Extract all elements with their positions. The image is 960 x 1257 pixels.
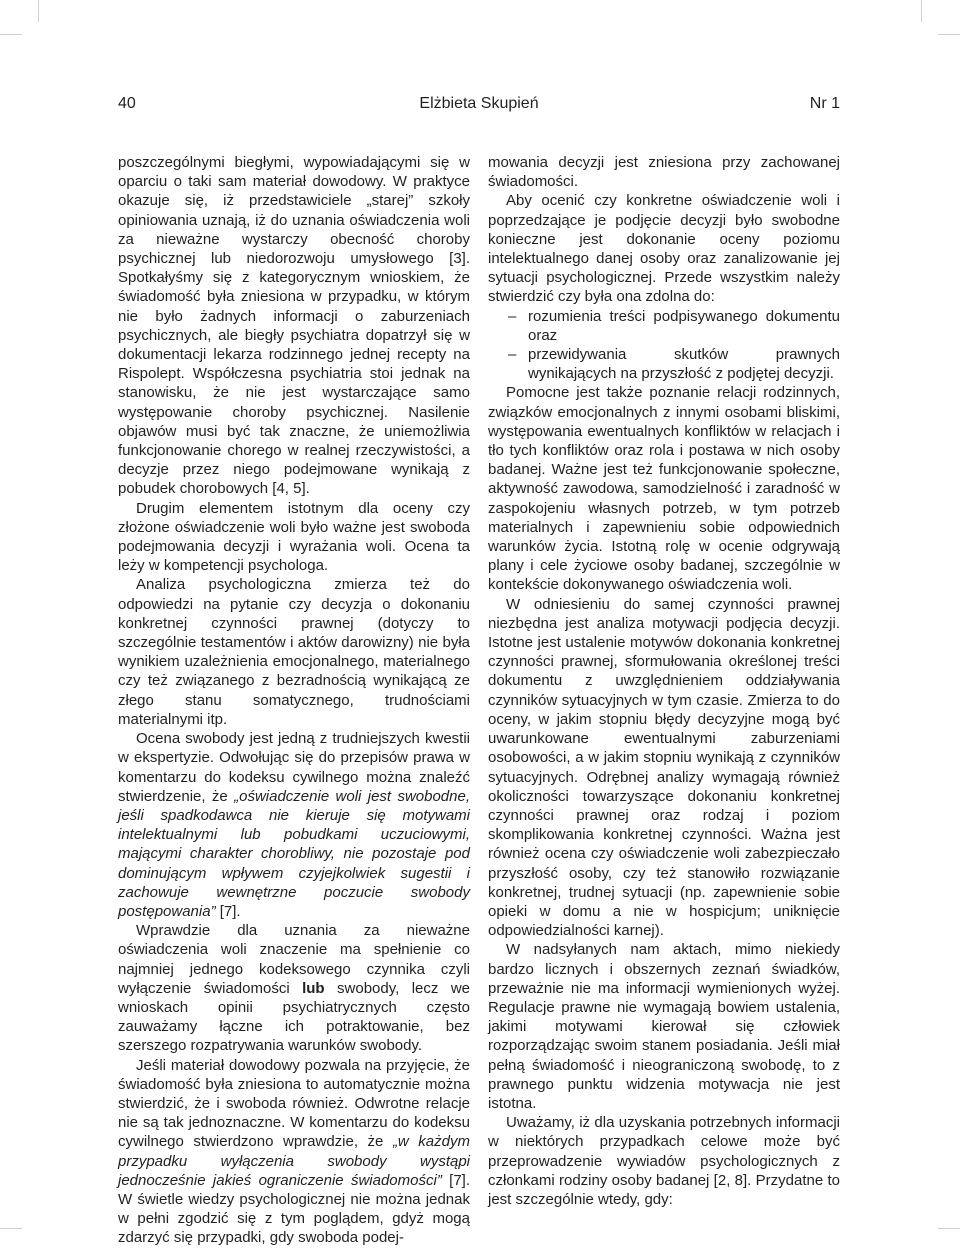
left-column — [118, 153, 470, 1248]
paragraph — [118, 921, 470, 1055]
crop-mark — [921, 0, 922, 22]
crop-mark — [0, 34, 22, 35]
running-head-author: Elżbieta Skupień — [419, 95, 539, 112]
page-header — [118, 92, 840, 116]
list-item: – przewidywania skutków prawnych wynikających na przyszłość z podjętej decyzji. — [488, 345, 840, 383]
crop-mark — [38, 0, 39, 22]
crop-mark — [938, 1228, 960, 1229]
text-run: swobody, lecz we wnioskach opinii psychiatrycznych często zauważamy łączne ich potraktowanie, bez szerszego rozpatrywania warunków swobody. — [118, 979, 470, 1055]
text-run: [7]. W świetle wiedzy psychologicznej nie można jednak w pełni zgodzić się z tym poglądem, gdyż mogą zdarzyć się przypadki, gdy swoboda podej- — [118, 1171, 471, 1247]
paragraph: Uważamy, iż dla uzyskania potrzebnych informacji w niektórych przypadkach celowe może być przeprowadzenie wywiadów psychologicznych z członkami rodziny osoby badanej [2, 8]. Przydatne to jest szczególnie wtedy, gdy: — [488, 1114, 840, 1208]
citation-quote: „w każdym przypadku wyłączenia swobody wystąpi jednocześnie jakieś ograniczenie świadomości” — [118, 1133, 470, 1189]
bullet-list — [488, 307, 840, 384]
text-run: [7]. — [215, 902, 241, 920]
citation-quote: „oświadczenie woli jest swobodne, jeśli spadkodawca nie kieruje się motywami intelektualnymi lub pobudkami uczuciowymi, mającymi charakter chorobliwy, nie pozostaje pod dominującym wpływem czyjejkolwiek sugestii i zachowuje wewnętrzne poczucie swobody postępowania” — [118, 787, 471, 920]
page-number: 40 — [118, 95, 136, 112]
emphasis-bold: lub — [302, 979, 325, 997]
text-run: Wprawdzie dla uznania za nieważne oświadczenia woli znaczenie ma spełnienie co najmniej jednego kodeksowego czynnika czyli wyłączenie świadomości — [118, 922, 470, 997]
text-run: Jeśli materiał dowodowy pozwala na przyjęcie, że świadomość była zniesiona to automatycznie można stwierdzić, że i swoboda również. Odwrotne relacje nie są tak jednoznaczne. W komentarzu do kodeksu cywilnego stwierdzono wprawdzie, że — [118, 1056, 470, 1151]
paragraph: Analiza psychologiczna zmierza też do odpowiedzi na pytanie czy decyzja o dokonaniu konkretnej czynności prawnej (dotyczy to szczególnie testamentów i aktów darowizny) nie była wynikiem uzależnienia emocjonalnego, materialnego czy też związanego z bezradnością wynikającą ze złego stanu somatycznego, trudnościami materialnymi itp. — [118, 576, 470, 728]
paragraph: poszczególnymi biegłymi, wypowiadającymi się w oparciu o taki sam materiał dowodowy. W praktyce okazuje się, iż przedstawiciele „starej” szkoły opiniowania uznają, iż do uznania oświadczenia woli za nieważne wystarczy obecność choroby psychicznej lub niedorozwoju umysłowego [3]. Spotkałyśmy się z kategorycznym wnioskiem, że świadomość była zniesiona w przypadku, w którym nie było żadnych informacji o zaburzeniach psychicznych, ale biegły psychiatra dopatrzył się w dokumentacji lekarza rodzinnego jednej recepty na Rispolept. Współczesna psychiatria stoi jednak na stanowisku, że nie jest wystarczające samo występowanie choroby psychicznej. Nasilenie objawów musi być tak znaczne, że uniemożliwia funkcjonowanie chorego w realnej rzeczywistości, a decyzje przez niego podejmowane wynikają z pobudek chorobowych [4, 5]. — [118, 154, 470, 498]
crop-mark — [938, 34, 960, 35]
list-item: – rozumienia treści podpisywanego dokumentu oraz — [488, 307, 840, 345]
issue-number: Nr 1 — [809, 95, 840, 112]
paragraph: W nadsyłanych nam aktach, mimo niekiedy bardzo licznych i obszernych zeznań świadków, przeważnie nie ma informacji wymienionych wyżej. Regulacje prawne nie wymagają bowiem ustalenia, jakimi motywami kierował się człowiek rozporządzając swoim stanem posiadania. Jeśli miał pełną świadomość i nieograniczoną swobodę, to z prawnego punktu widzenia motywacja nie jest istotna. — [488, 941, 840, 1112]
text-run: Ocena swobody jest jedną z trudniejszych kwestii w ekspertyzie. Odwołując się do przepisów prawa w komentarzu do kodeksu cywilnego można znaleźć stwierdzenie, że — [118, 730, 470, 805]
paragraph: Aby ocenić czy konkretne oświadczenie woli i poprzedzające je podjęcie decyzji było swobodne konieczne jest dokonanie oceny poziomu intelektualnego danej osoby oraz zanalizowanie jej sytuacji psychologicznej. Przede wszystkim należy stwierdzić czy była ona zdolna do: — [488, 192, 840, 306]
paragraph — [118, 1056, 470, 1248]
right-column — [488, 153, 840, 1209]
paragraph: Pomocne jest także poznanie relacji rodzinnych, związków emocjonalnych z innymi osobami bliskimi, występowania ewentualnych konfliktów w relacjach i tło tych konfliktów oraz rola i postawa w nich osoby badanej. Ważne jest też funkcjonowanie społeczne, aktywność zawodowa, samodzielność i zaradność w zaspokojeniu własnych potrzeb, w tym potrzeb materialnych i zapewnieniu sobie odpowiednich warunków życia. Istotną rolę w ocenie odgrywają plany i cele życiowe osoby badanej, szczególnie w kontekście dokonywanego oświadczenia woli. — [488, 384, 840, 594]
crop-mark — [0, 1228, 22, 1229]
paragraph: mowania decyzji jest zniesiona przy zachowanej świadomości. — [488, 154, 840, 191]
paragraph — [118, 729, 470, 921]
paragraph: W odniesieniu do samej czynności prawnej niezbędna jest analiza motywacji podjęcia decyzji. Istotne jest ustalenie motywów dokonania konkretnej czynności prawnej, sformułowania określonej treści dokumentu z uwzględnieniem oddziaływania czynników sytuacyjnych w tym czasie. Zmierza to do oceny, w jakim stopniu błędy decyzyjne mogą być uwarunkowane ewentualnymi zaburzeniami osobowości, a w jakim stopniu wynikają z czynników sytuacyjnych. Odrębnej analizy wymagają również okoliczności towarzyszące dokonaniu konkretnej czynności prawnej oraz rodzaj i poziom skomplikowania konkretnej czynności. Ważna jest również ocena czy oświadczenie woli zabezpieczało przyszłość osoby, czy też stanowiło rozwiązanie konkretnej, trudnej sytuacji (np. zapewnienie sobie opieki w domu a nie w hospicjum; uniknięcie odpowiedzialności karnej). — [488, 595, 840, 940]
paragraph: Drugim elementem istotnym dla oceny czy złożone oświadczenie woli było ważne jest swoboda podejmowania decyzji i wyrażania woli. Ocena ta leży w kompetencji psychologa. — [118, 499, 470, 575]
